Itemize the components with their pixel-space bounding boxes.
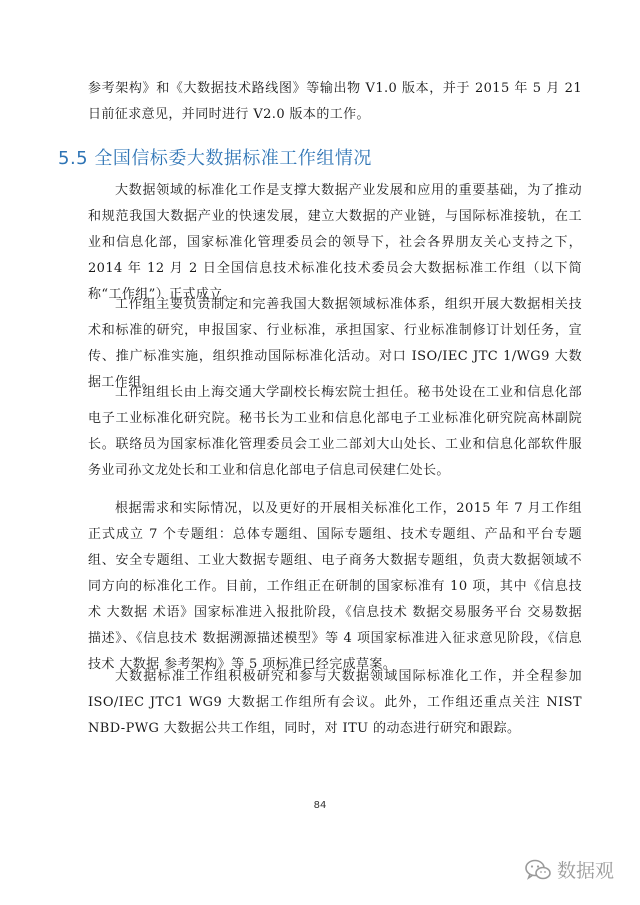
paragraph-4: 根据需求和实际情况，以及更好的开展相关标准化工作，2015 年 7 月工作组正式成立 7 个专题组：总体专题组、国际专题组、技术专题组、产品和平台专题组、安全专题组、工业大数据专题组、电子商务大数据专题组，负责大数据领域不同方向的标准化工作。目前，工作组正在研制的国家标准有 10 项，其中《信息技术 大数据 术语》国家标准进入报批阶段，《信息技术 数据交易服务平台 交易数据描述》、《信息技术 数据溯源描述模型》等 4 项国家标准进入征求意见阶段，《信息技术 大数据 参考架构》等 5 项标准已经完成草案。 (88, 501, 582, 672)
wechat-icon (525, 859, 551, 881)
page-number: 84 (313, 800, 327, 811)
paragraph-2: 工作组主要负责制定和完善我国大数据领域标准体系，组织开展大数据相关技术和标准的研究，申报国家、行业标准，承担国家、行业标准制修订计划任务，宣传、推广标准实施，组织推动国际标准化活动。对口 ISO/IEC JTC 1/WG9 大数据工作组。 (88, 297, 582, 390)
paragraph-5: 大数据标准工作组积极研究和参与大数据领域国际标准化工作，并全程参加 ISO/IEC JTC1 WG9 大数据工作组所有会议。此外，工作组还重点关注 NIST NBD-PWG 大数据公共工作组，同时，对 ITU 的动态进行研究和跟踪。 (88, 669, 582, 736)
watermark (525, 856, 614, 883)
section-heading: 5.5 全国信标委大数据标准工作组情况 (58, 148, 372, 169)
paragraph-continuation: 参考架构》和《大数据技术路线图》等输出物 V1.0 版本，并于 2015 年 5 月 21 日前征求意见，并同时进行 V2.0 版本的工作。 (88, 81, 582, 122)
paragraph-3: 工作组组长由上海交通大学副校长梅宏院士担任。秘书处设在工业和信息化部电子工业标准化研究院。秘书长为工业和信息化部电子工业标准化研究院高林副院长。联络员为国家标准化管理委员会工业二部刘大山处长、工业和信息化部软件服务业司孙文龙处长和工业和信息化部电子信息司侯建仁处长。 (88, 385, 582, 478)
paragraph-1: 大数据领域的标准化工作是支撑大数据产业发展和应用的重要基础，为了推动和规范我国大数据产业的快速发展，建立大数据的产业链，与国际标准接轨，在工业和信息化部，国家标准化管理委员会的领导下，社会各界朋友关心支持之下，2014 年 12 月 2 日全国信息技术标准化技术委员会大数据标准工作组（以下简称“工作组”）正式成立。 (88, 183, 582, 302)
watermark-text: 数据观 (556, 860, 614, 882)
